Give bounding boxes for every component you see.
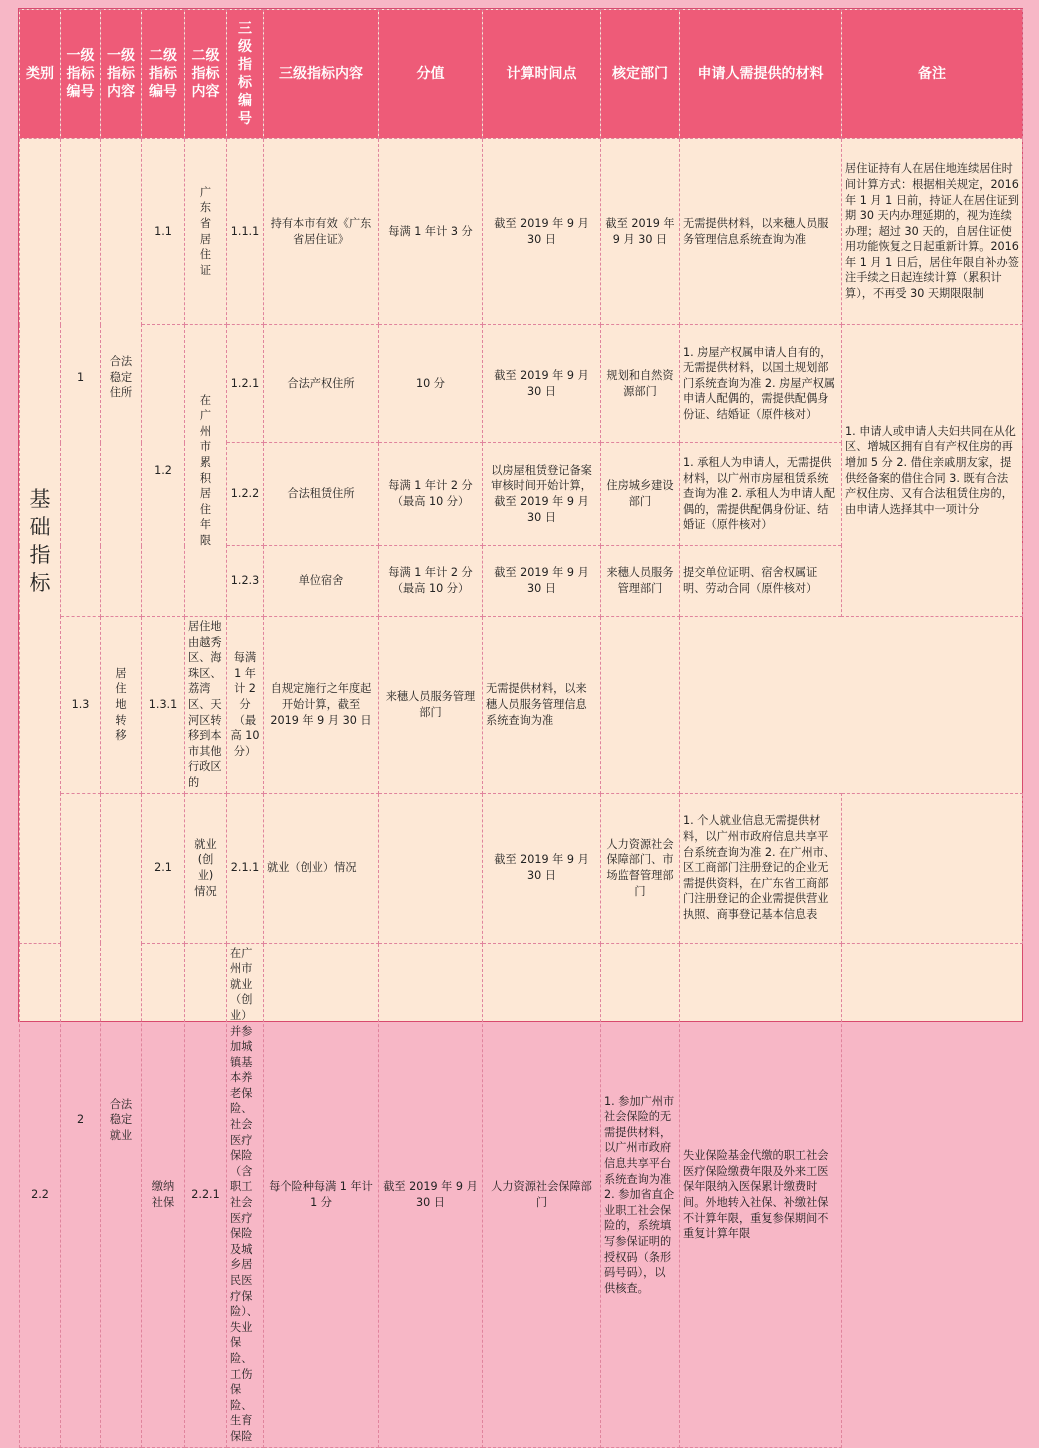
table-row xyxy=(20,325,1023,443)
department-cell: 来穗人员服务管理部门 xyxy=(601,546,680,617)
score-cell xyxy=(379,793,483,943)
l3-content-cell: 居住地由越秀区、海珠区、荔湾区、天河区转移到本市其他行政区的 xyxy=(185,617,227,794)
header-l3-number: 三级指标编号 xyxy=(227,10,264,139)
time-cell: 截至 2019 年 9 月 30 日 xyxy=(483,325,601,443)
category-cell: 基础指标 xyxy=(20,139,61,944)
l3-number-cell: 1.2.3 xyxy=(227,546,264,617)
department-cell: 人力资源社会保障部门 xyxy=(483,943,601,1447)
header-time-point: 计算时间点 xyxy=(483,10,601,139)
table-row xyxy=(20,617,1023,794)
score-cell: 10 分 xyxy=(379,325,483,443)
notes-cell xyxy=(842,793,1023,943)
table-row xyxy=(20,943,1023,1447)
l2-number-cell: 1.1 xyxy=(142,139,185,325)
l2-number-cell: 2.1 xyxy=(142,793,185,943)
l3-content-cell: 就业（创业）情况 xyxy=(264,793,379,943)
time-cell: 截至 2019 年 9 月 30 日 xyxy=(483,793,601,943)
l2-content-cell: 居住地转移 xyxy=(101,617,142,794)
l2-number-cell: 1.2 xyxy=(142,325,185,617)
points-indicator-table xyxy=(19,9,1023,1448)
materials-cell: 提交单位证明、宿舍权属证明、劳动合同（原件核对） xyxy=(680,546,842,617)
header-row xyxy=(20,10,1023,139)
department-cell: 来穗人员服务管理部门 xyxy=(379,617,483,794)
notes-cell: 居住证持有人在居住地连续居住时间计算方式：根据相关规定，2016 年 1 月 1 日前，持证人在居住证到期 30 天内办理延期的，视为连续办理；超过 30 天的，自居住证使用功能恢复之日起重新计算。2016 年 1 月 1 日后，居住年限自补办签注手续之日起连续计算（累积计算），不再受 30 天期限限制 xyxy=(842,139,1023,325)
notes-cell: 1. 申请人或申请人夫妇共同在从化区、增城区拥有自有产权住房的再增加 5 分 2. 借住亲戚朋友家，提供经备案的借住合同 3. 既有合法产权住房、又有合法租赁住房的，由申请人选择其中一项计分 xyxy=(842,325,1023,617)
header-l3-content: 三级指标内容 xyxy=(264,10,379,139)
header-notes: 备注 xyxy=(842,10,1023,139)
l1-number-cell: 2 xyxy=(61,793,101,1447)
materials-cell: 1. 参加广州市社会保险的无需提供材料，以广州市政府信息共享平台系统查询为准 2. 参加省直企业职工社会保险的，系统填写参保证明的授权码（条形码号码），以供核查。 xyxy=(601,943,680,1447)
time-cell: 自规定施行之年度起开始计算，截至 2019 年 9 月 30 日 xyxy=(264,617,379,794)
l2-content-cell: 就业(创业)情况 xyxy=(185,793,227,943)
department-cell: 规划和自然资源部门 xyxy=(601,325,680,443)
materials-cell: 1. 个人就业信息无需提供材料，以广州市政府信息共享平台系统查询为准 2. 在广州市、区工商部门注册登记的企业无需提供资料，在广东省工商部门注册登记的企业需提供营业执照、商事登记基本信息表 xyxy=(680,793,842,943)
l2-number-cell: 2.2 xyxy=(20,943,61,1447)
header-l1-number: 一级指标编号 xyxy=(61,10,101,139)
l1-number-cell: 1 xyxy=(61,139,101,617)
l2-number-cell: 1.3 xyxy=(61,617,101,794)
materials-cell: 1. 房屋产权属申请人自有的，无需提供材料，以国土规划部门系统查询为准 2. 房屋产权属申请人配偶的，需提供配偶身份证、结婚证（原件核对） xyxy=(680,325,842,443)
policy-table-frame xyxy=(18,8,1023,1443)
time-cell: 截至 2019 年 9 月 30 日 xyxy=(483,546,601,617)
time-cell: 截至 2019 年 9 月 30 日 xyxy=(483,139,601,325)
header-l2-content: 二级指标内容 xyxy=(185,10,227,139)
header-score: 分值 xyxy=(379,10,483,139)
header-materials: 申请人需提供的材料 xyxy=(680,10,842,139)
materials-cell: 无需提供材料，以来穗人员服务管理信息系统查询为准 xyxy=(483,617,601,794)
score-cell: 每个险种每满 1 年计 1 分 xyxy=(264,943,379,1447)
materials-cell: 1. 承租人为申请人，无需提供材料，以广州市房屋租赁系统查询为准 2. 承租人为申请人配偶的，需提供配偶身份证、结婚证（原件核对） xyxy=(680,443,842,546)
l3-number-cell: 2.1.1 xyxy=(227,793,264,943)
l3-content-cell: 合法租赁住所 xyxy=(264,443,379,546)
l3-content-cell: 在广州市就业（创业）并参加城镇基本养老保险、社会医疗保险（含职工社会医疗保险及城乡居民医疗保险）、失业保险、工伤保险、生育保险 xyxy=(227,943,264,1447)
notes-cell: 失业保险基金代缴的职工社会医疗保险缴费年限及外来工医保年限纳入医保累计缴费时间。外地转入社保、补缴社保不计算年限，重复参保期间不重复计算年限 xyxy=(680,943,842,1447)
score-cell: 每满 1 年计 3 分 xyxy=(379,139,483,325)
table-row xyxy=(20,793,1023,943)
l2-content-cell: 缴纳社保 xyxy=(142,943,185,1447)
department-cell: 人力资源社会保障部门、市场监督管理部门 xyxy=(601,793,680,943)
l3-number-cell: 1.2.1 xyxy=(227,325,264,443)
header-l1-content: 一级指标内容 xyxy=(101,10,142,139)
table-row xyxy=(20,139,1023,325)
department-cell: 截至 2019 年 9 月 30 日 xyxy=(601,139,680,325)
materials-cell: 无需提供材料，以来穗人员服务管理信息系统查询为准 xyxy=(680,139,842,325)
l2-content-cell: 在广州市累积居住年限 xyxy=(185,325,227,617)
l1-content-cell: 合法稳定住所 xyxy=(101,139,142,617)
score-cell: 每满 1 年计 2 分（最高 10 分） xyxy=(227,617,264,794)
notes-cell xyxy=(601,617,680,794)
department-cell: 住房城乡建设部门 xyxy=(601,443,680,546)
l2-content-cell: 广东省居住证 xyxy=(185,139,227,325)
l3-number-cell: 1.2.2 xyxy=(227,443,264,546)
l1-content-cell: 合法稳定就业 xyxy=(101,793,142,1447)
l3-number-cell: 1.1.1 xyxy=(227,139,264,325)
l3-number-cell: 2.2.1 xyxy=(185,943,227,1447)
time-cell: 以房屋租赁登记备案审核时间开始计算，截至 2019 年 9 月 30 日 xyxy=(483,443,601,546)
header-category: 类别 xyxy=(20,10,61,139)
time-cell: 截至 2019 年 9 月 30 日 xyxy=(379,943,483,1447)
l3-content-cell: 单位宿舍 xyxy=(264,546,379,617)
score-cell: 每满 1 年计 2 分（最高 10 分） xyxy=(379,443,483,546)
score-cell: 每满 1 年计 2 分（最高 10 分） xyxy=(379,546,483,617)
l3-content-cell: 持有本市有效《广东省居住证》 xyxy=(264,139,379,325)
header-l2-number: 二级指标编号 xyxy=(142,10,185,139)
header-department: 核定部门 xyxy=(601,10,680,139)
l3-content-cell: 合法产权住所 xyxy=(264,325,379,443)
l3-number-cell: 1.3.1 xyxy=(142,617,185,794)
